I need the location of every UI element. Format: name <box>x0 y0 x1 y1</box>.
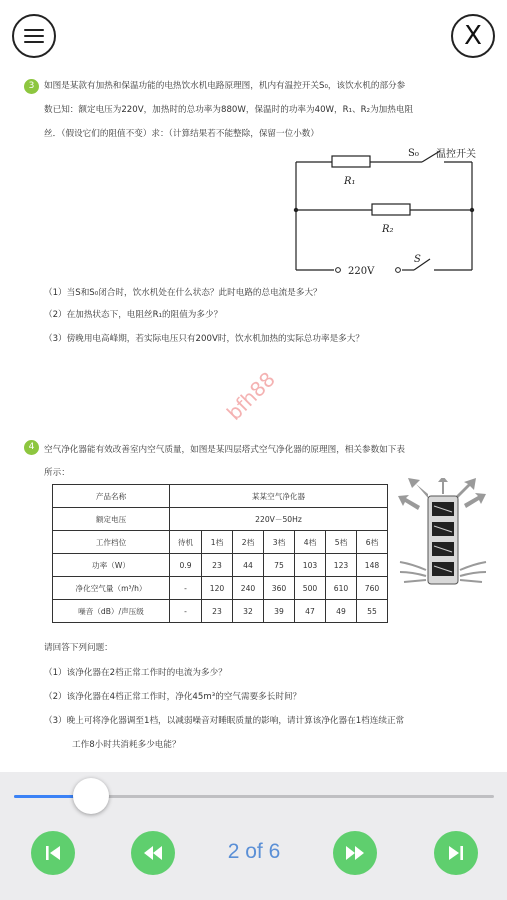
table-cell: 1档 <box>202 531 233 554</box>
table-cell: 500 <box>295 577 326 600</box>
hamburger-icon <box>24 29 44 43</box>
first-page-button[interactable] <box>31 831 75 875</box>
table-cell: 5档 <box>326 531 357 554</box>
q3-text-line-2: 数已知：额定电压为220V，加热时的总功率为880W，保温时的功率为40W，R₁、R₂为加热电阻 <box>44 105 414 115</box>
q3-text-line-1: 如图是某款有加热和保温功能的电热饮水机电路原理图，机内有温控开关S₀，该饮水机的部分参 <box>44 81 406 91</box>
table-cell: 0.9 <box>170 554 202 577</box>
table-cell: 39 <box>264 600 295 623</box>
table-cell: 75 <box>264 554 295 577</box>
close-button[interactable] <box>451 14 495 58</box>
table-cell: 610 <box>326 577 357 600</box>
table-cell: 工作档位 <box>53 531 170 554</box>
q4-intro: 请回答下列问题： <box>44 643 113 653</box>
voltage-label: 220V <box>348 266 375 277</box>
table-cell: 49 <box>326 600 357 623</box>
table-cell: 47 <box>295 600 326 623</box>
table-cell: 2档 <box>233 531 264 554</box>
table-cell: 某某空气净化器 <box>170 485 388 508</box>
menu-button[interactable] <box>12 14 56 58</box>
q3-sub-question-2: （2）在加热状态下，电阻丝R₁的阻值为多少？ <box>44 310 223 320</box>
table-cell: 23 <box>202 600 233 623</box>
table-row <box>53 577 388 600</box>
table-row <box>53 508 388 531</box>
last-page-button[interactable] <box>434 831 478 875</box>
question-number-badge: 4 <box>24 440 39 455</box>
table-cell: 55 <box>357 600 388 623</box>
rewind-icon <box>141 841 165 865</box>
table-cell: 净化空气量（m³/h） <box>53 577 170 600</box>
q4-sub-question-3-line-1: （3）晚上可将净化器调至1档，以减弱噪音对睡眠质量的影响，请计算该净化器在1档连续正常 <box>44 716 405 726</box>
table-cell: 103 <box>295 554 326 577</box>
page-indicator: 2 of 6 <box>227 840 281 863</box>
table-cell: 760 <box>357 577 388 600</box>
table-cell: - <box>170 600 202 623</box>
table-cell: 功率（W） <box>53 554 170 577</box>
circuit-diagram <box>290 140 490 280</box>
question-number-badge: 3 <box>24 79 39 94</box>
table-cell: 32 <box>233 600 264 623</box>
q4-sub-question-1: （1）该净化器在2档正常工作时的电流为多少？ <box>44 668 227 678</box>
table-cell: 360 <box>264 577 295 600</box>
table-row <box>53 554 388 577</box>
table-row <box>53 531 388 554</box>
table-cell: 120 <box>202 577 233 600</box>
table-cell: 220V－50Hz <box>170 508 388 531</box>
q3-sub-question-3: （3）傍晚用电高峰期，若实际电压只有200V时，饮水机加热的实际总功率是多大？ <box>44 334 364 344</box>
skip-first-icon <box>41 841 65 865</box>
fast-forward-icon <box>343 841 367 865</box>
r2-label: R₂ <box>382 224 394 235</box>
page-slider-thumb[interactable] <box>73 778 109 814</box>
q4-text-line-1: 空气净化器能有效改善室内空气质量，如图是某四层塔式空气净化器的原理图，相关参数如下表 <box>44 445 405 455</box>
table-cell: 噪音（dB）/声压级 <box>53 600 170 623</box>
air-purifier-diagram <box>398 478 488 590</box>
s-switch-label: S <box>414 254 421 265</box>
table-cell: 44 <box>233 554 264 577</box>
q4-sub-question-3-line-2: 工作8小时共消耗多少电能？ <box>72 740 181 750</box>
table-cell: - <box>170 577 202 600</box>
previous-page-button[interactable] <box>131 831 175 875</box>
table-cell: 产品名称 <box>53 485 170 508</box>
table-cell: 3档 <box>264 531 295 554</box>
next-page-button[interactable] <box>333 831 377 875</box>
q3-sub-question-1: （1）当S和S₀闭合时，饮水机处在什么状态？此时电路的总电流是多大？ <box>44 288 322 298</box>
watermark: bfh88 <box>222 367 280 425</box>
r1-label: R₁ <box>344 176 356 187</box>
close-icon: X <box>464 21 482 51</box>
q3-text-line-3: 丝．（假设它们的阻值不变）求：（计算结果若不能整除，保留一位小数） <box>44 129 319 139</box>
table-cell: 6档 <box>357 531 388 554</box>
table-cell: 23 <box>202 554 233 577</box>
table-cell: 148 <box>357 554 388 577</box>
q4-sub-question-2: （2）该净化器在4档正常工作时，净化45m³的空气需要多长时间？ <box>44 692 302 702</box>
spec-table <box>52 484 388 623</box>
skip-last-icon <box>444 841 468 865</box>
thermostat-switch-label: 温控开关 <box>436 149 476 160</box>
q4-text-line-2: 所示： <box>44 468 70 478</box>
table-cell: 额定电压 <box>53 508 170 531</box>
s0-label: S₀ <box>408 148 419 159</box>
table-cell: 待机 <box>170 531 202 554</box>
table-row <box>53 485 388 508</box>
table-cell: 240 <box>233 577 264 600</box>
table-cell: 123 <box>326 554 357 577</box>
table-row <box>53 600 388 623</box>
table-cell: 4档 <box>295 531 326 554</box>
